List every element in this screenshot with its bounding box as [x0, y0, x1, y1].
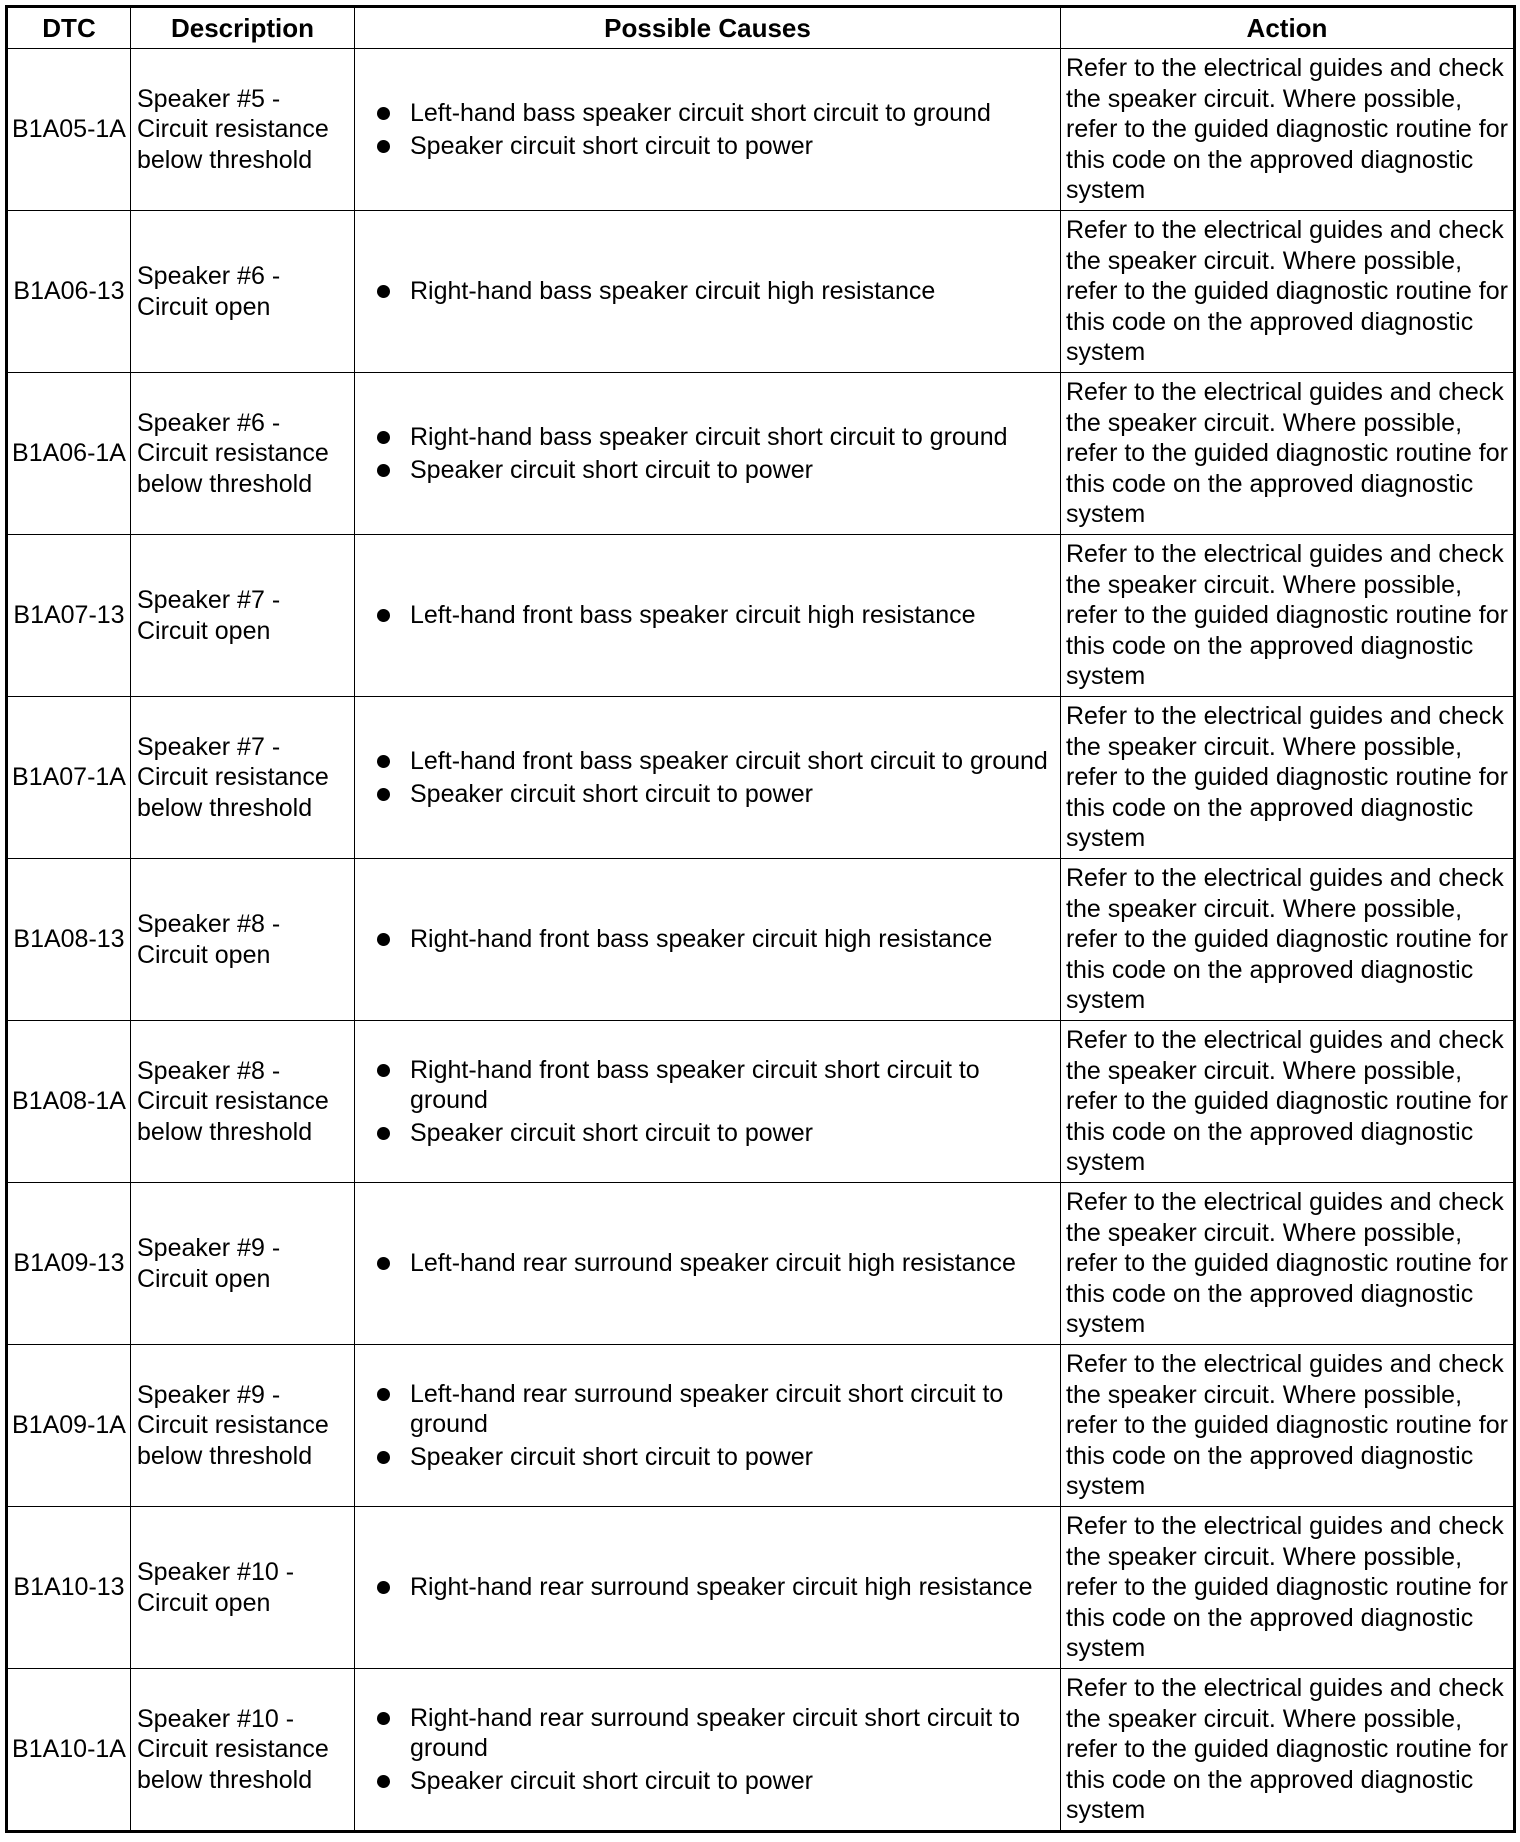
cause-text: Speaker circuit short circuit to power — [410, 1766, 813, 1795]
cause-text: Left-hand rear surround speaker circuit short circuit to ground — [410, 1379, 1004, 1439]
dtc-code: B1A06-1A — [7, 373, 131, 535]
table-header — [7, 7, 1515, 49]
action-text: Refer to the electrical guides and check the speaker circuit. Where possible, refer to the guided diagnostic routine for this code on the approved diagnostic system — [1061, 49, 1515, 211]
cause-item — [377, 1118, 1056, 1149]
header-row — [7, 7, 1515, 49]
bullet-icon — [377, 1257, 390, 1270]
cause-item — [377, 600, 1056, 631]
causes-list — [377, 1055, 1056, 1149]
bullet-icon — [377, 933, 390, 946]
cause-text: Right-hand rear surround speaker circuit short circuit to ground — [410, 1703, 1020, 1763]
dtc-description: Speaker #6 - Circuit resistance below threshold — [131, 373, 355, 535]
causes-list — [377, 1379, 1056, 1473]
table-row — [7, 211, 1515, 373]
dtc-description: Speaker #6 - Circuit open — [131, 211, 355, 373]
action-text: Refer to the electrical guides and check the speaker circuit. Where possible, refer to the guided diagnostic routine for this code on the approved diagnostic system — [1061, 211, 1515, 373]
cause-item — [377, 131, 1056, 162]
bullet-icon — [377, 1064, 390, 1077]
bullet-icon — [377, 140, 390, 153]
header-description: Description — [131, 7, 355, 49]
causes-list — [377, 600, 1056, 631]
dtc-table — [5, 5, 1516, 1833]
table-row — [7, 535, 1515, 697]
bullet-icon — [377, 107, 390, 120]
cause-item — [377, 1572, 1056, 1603]
cause-item — [377, 779, 1056, 810]
table-row — [7, 1669, 1515, 1832]
table-row — [7, 1345, 1515, 1507]
table-row — [7, 859, 1515, 1021]
cause-item — [377, 746, 1056, 777]
bullet-icon — [377, 431, 390, 444]
table-row — [7, 1507, 1515, 1669]
action-text: Refer to the electrical guides and check the speaker circuit. Where possible, refer to the guided diagnostic routine for this code on the approved diagnostic system — [1061, 1021, 1515, 1183]
dtc-code: B1A08-1A — [7, 1021, 131, 1183]
dtc-description: Speaker #10 - Circuit resistance below threshold — [131, 1669, 355, 1832]
cause-text: Speaker circuit short circuit to power — [410, 1442, 813, 1471]
bullet-icon — [377, 755, 390, 768]
bullet-icon — [377, 464, 390, 477]
dtc-code: B1A07-1A — [7, 697, 131, 859]
cause-text: Left-hand rear surround speaker circuit high resistance — [410, 1249, 1016, 1278]
cause-text: Right-hand front bass speaker circuit short circuit to ground — [410, 1055, 980, 1115]
cause-item — [377, 98, 1056, 129]
bullet-icon — [377, 609, 390, 622]
bullet-icon — [377, 1775, 390, 1788]
cause-text: Speaker circuit short circuit to power — [410, 779, 813, 808]
possible-causes-cell — [355, 49, 1061, 211]
causes-list — [377, 924, 1056, 955]
action-text: Refer to the electrical guides and check the speaker circuit. Where possible, refer to the guided diagnostic routine for this code on the approved diagnostic system — [1061, 1507, 1515, 1669]
bullet-icon — [377, 1581, 390, 1594]
cause-text: Right-hand bass speaker circuit high resistance — [410, 277, 936, 306]
dtc-code: B1A10-13 — [7, 1507, 131, 1669]
possible-causes-cell — [355, 211, 1061, 373]
causes-list — [377, 98, 1056, 161]
table-row — [7, 697, 1515, 859]
dtc-code: B1A08-13 — [7, 859, 131, 1021]
cause-item — [377, 924, 1056, 955]
cause-item — [377, 1703, 1056, 1764]
bullet-icon — [377, 1712, 390, 1725]
action-text: Refer to the electrical guides and check the speaker circuit. Where possible, refer to the guided diagnostic routine for this code on the approved diagnostic system — [1061, 1183, 1515, 1345]
causes-list — [377, 422, 1056, 485]
table-body — [7, 49, 1515, 1832]
cause-item — [377, 1248, 1056, 1279]
bullet-icon — [377, 285, 390, 298]
dtc-description: Speaker #9 - Circuit resistance below threshold — [131, 1345, 355, 1507]
header-dtc: DTC — [7, 7, 131, 49]
table-row — [7, 373, 1515, 535]
action-text: Refer to the electrical guides and check the speaker circuit. Where possible, refer to the guided diagnostic routine for this code on the approved diagnostic system — [1061, 535, 1515, 697]
bullet-icon — [377, 788, 390, 801]
bullet-icon — [377, 1451, 390, 1464]
cause-text: Speaker circuit short circuit to power — [410, 131, 813, 160]
cause-item — [377, 1379, 1056, 1440]
action-text: Refer to the electrical guides and check the speaker circuit. Where possible, refer to the guided diagnostic routine for this code on the approved diagnostic system — [1061, 1345, 1515, 1507]
cause-text: Right-hand front bass speaker circuit high resistance — [410, 925, 993, 954]
action-text: Refer to the electrical guides and check the speaker circuit. Where possible, refer to the guided diagnostic routine for this code on the approved diagnostic system — [1061, 373, 1515, 535]
cause-text: Left-hand front bass speaker circuit short circuit to ground — [410, 747, 1048, 775]
action-text: Refer to the electrical guides and check the speaker circuit. Where possible, refer to the guided diagnostic routine for this code on the approved diagnostic system — [1061, 859, 1515, 1021]
cause-text: Speaker circuit short circuit to power — [410, 455, 813, 484]
table-row — [7, 49, 1515, 211]
possible-causes-cell — [355, 1021, 1061, 1183]
possible-causes-cell — [355, 535, 1061, 697]
cause-item — [377, 422, 1056, 453]
cause-item — [377, 276, 1056, 307]
cause-item — [377, 1055, 1056, 1116]
causes-list — [377, 746, 1056, 809]
possible-causes-cell — [355, 697, 1061, 859]
possible-causes-cell — [355, 1183, 1061, 1345]
causes-list — [377, 1248, 1056, 1279]
dtc-description: Speaker #7 - Circuit open — [131, 535, 355, 697]
dtc-code: B1A10-1A — [7, 1669, 131, 1832]
possible-causes-cell — [355, 1669, 1061, 1832]
cause-text: Left-hand bass speaker circuit short circuit to ground — [410, 99, 991, 127]
causes-list — [377, 1703, 1056, 1797]
cause-item — [377, 1442, 1056, 1473]
dtc-description: Speaker #8 - Circuit resistance below threshold — [131, 1021, 355, 1183]
possible-causes-cell — [355, 1507, 1061, 1669]
cause-text: Speaker circuit short circuit to power — [410, 1118, 813, 1147]
dtc-description: Speaker #5 - Circuit resistance below threshold — [131, 49, 355, 211]
dtc-code: B1A09-1A — [7, 1345, 131, 1507]
dtc-code: B1A06-13 — [7, 211, 131, 373]
action-text: Refer to the electrical guides and check the speaker circuit. Where possible, refer to the guided diagnostic routine for this code on the approved diagnostic system — [1061, 1669, 1515, 1832]
cause-item — [377, 455, 1056, 486]
table-row — [7, 1183, 1515, 1345]
dtc-description: Speaker #10 - Circuit open — [131, 1507, 355, 1669]
cause-item — [377, 1766, 1056, 1797]
possible-causes-cell — [355, 373, 1061, 535]
dtc-description: Speaker #9 - Circuit open — [131, 1183, 355, 1345]
header-action: Action — [1061, 7, 1515, 49]
possible-causes-cell — [355, 1345, 1061, 1507]
action-text: Refer to the electrical guides and check the speaker circuit. Where possible, refer to the guided diagnostic routine for this code on the approved diagnostic system — [1061, 697, 1515, 859]
dtc-description: Speaker #7 - Circuit resistance below threshold — [131, 697, 355, 859]
bullet-icon — [377, 1388, 390, 1401]
dtc-description: Speaker #8 - Circuit open — [131, 859, 355, 1021]
possible-causes-cell — [355, 859, 1061, 1021]
causes-list — [377, 1572, 1056, 1603]
dtc-code: B1A07-13 — [7, 535, 131, 697]
causes-list — [377, 276, 1056, 307]
dtc-code: B1A09-13 — [7, 1183, 131, 1345]
cause-text: Right-hand rear surround speaker circuit high resistance — [410, 1573, 1033, 1602]
header-possible-causes: Possible Causes — [355, 7, 1061, 49]
dtc-code: B1A05-1A — [7, 49, 131, 211]
table-row — [7, 1021, 1515, 1183]
cause-text: Left-hand front bass speaker circuit high resistance — [410, 601, 976, 630]
cause-text: Right-hand bass speaker circuit short circuit to ground — [410, 423, 1008, 451]
bullet-icon — [377, 1127, 390, 1140]
